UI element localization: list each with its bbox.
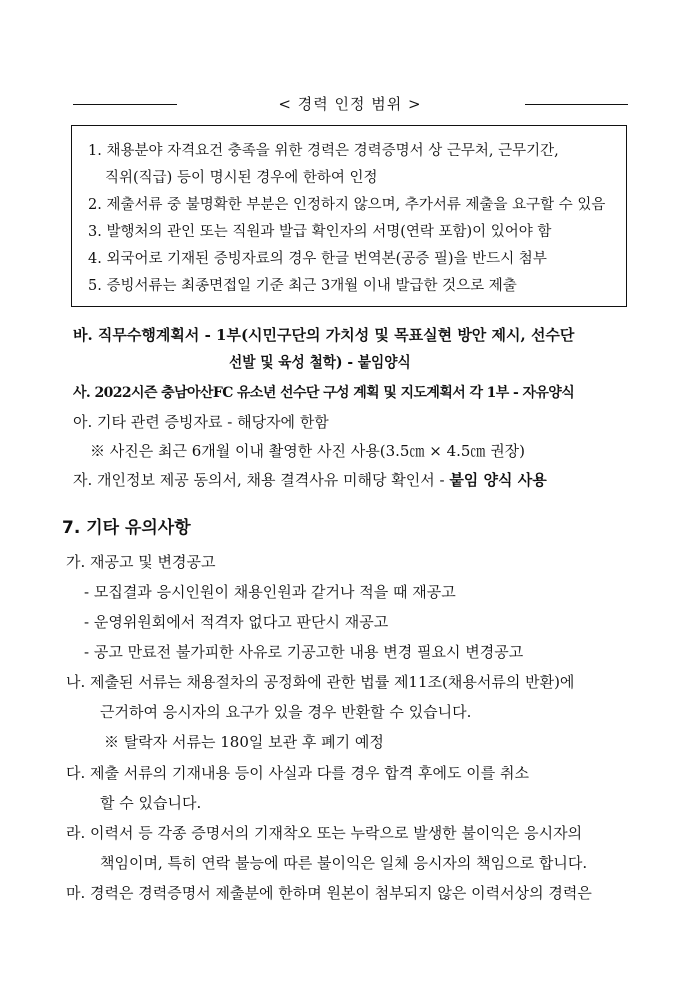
title-rule-right: [525, 104, 628, 105]
item-a: 아. 기타 관련 증빙자료 - 해당자에 한함: [73, 413, 329, 431]
item-da-line1: 다. 제출 서류의 기재내용 등이 사실과 다를 경우 합격 후에도 이를 취소: [66, 764, 529, 782]
item-ga: 가. 재공고 및 변경공고: [66, 553, 216, 571]
scope-item-2: 2. 제출서류 중 불명확한 부분은 인정하지 않으며, 추가서류 제출을 요구할 수 있음: [88, 197, 606, 213]
item-na-line2: 근거하여 응시자의 요구가 있을 경우 반환할 수 있습니다.: [100, 703, 472, 721]
item-ba-line2: 선발 및 육성 철학) - 붙임양식: [229, 353, 411, 371]
section-7-heading: 7. 기타 유의사항: [62, 518, 191, 538]
scope-item-5: 5. 증빙서류는 최종면접일 기준 최근 3개월 이내 발급한 것으로 제출: [88, 278, 517, 294]
item-ma-line1: 마. 경력은 경력증명서 제출분에 한하며 원본이 첨부되지 않은 이력서상의 경력은: [66, 884, 592, 902]
item-ga-2: - 운영위원회에서 적격자 없다고 판단시 재공고: [84, 613, 389, 631]
career-scope-title: < 경력 인정 범위 >: [278, 95, 422, 113]
item-da-line2: 할 수 있습니다.: [100, 794, 202, 812]
item-ja: [73, 468, 547, 492]
item-na-note: ※ 탈락자 서류는 180일 보관 후 폐기 예정: [104, 733, 384, 751]
item-ga-1: - 모집결과 응시인원이 채용인원과 같거나 적을 때 재공고: [84, 583, 456, 601]
item-na-line1: 나. 제출된 서류는 채용절차의 공정화에 관한 법률 제11조(채용서류의 반환)에: [66, 673, 575, 691]
item-ja-text: 자. 개인정보 제공 동의서, 채용 결격사유 미해당 확인서 -: [73, 471, 450, 489]
item-sa: 사. 2022시즌 충남아산FC 유소년 선수단 구성 계획 및 지도계획서 각 1부 - 자유양식: [73, 385, 575, 401]
scope-item-3: 3. 발행처의 관인 또는 직원과 발급 확인자의 서명(연락 포함)이 있어야 함: [88, 224, 552, 240]
item-ra-line1: 라. 이력서 등 각종 증명서의 기재착오 또는 누락으로 발생한 불이익은 응시자의: [66, 824, 583, 842]
scope-item-1: 1. 채용분야 자격요건 충족을 위한 경력은 경력증명서 상 근무처, 근무기간,: [88, 143, 559, 159]
item-ra-line2: 책임이며, 특히 연락 불능에 따른 불이익은 일체 응시자의 책임으로 합니다.: [100, 854, 588, 872]
item-a-note: ※ 사진은 최근 6개월 이내 촬영한 사진 사용(3.5㎝ × 4.5㎝ 권장): [90, 442, 526, 460]
scope-item-4: 4. 외국어로 기재된 증빙자료의 경우 한글 번역본(공증 필)을 반드시 첨부: [88, 251, 547, 267]
scope-item-1-cont: 직위(직급) 등이 명시된 경우에 한하여 인정: [105, 170, 378, 186]
item-ga-3: - 공고 만료전 불가피한 사유로 기공고한 내용 변경 필요시 변경공고: [84, 643, 524, 661]
item-ba-line1: 바. 직무수행계획서 - 1부(시민구단의 가치성 및 목표실현 방안 제시, 선수단: [73, 326, 575, 344]
item-ja-bold: 붙임 양식 사용: [449, 471, 547, 489]
